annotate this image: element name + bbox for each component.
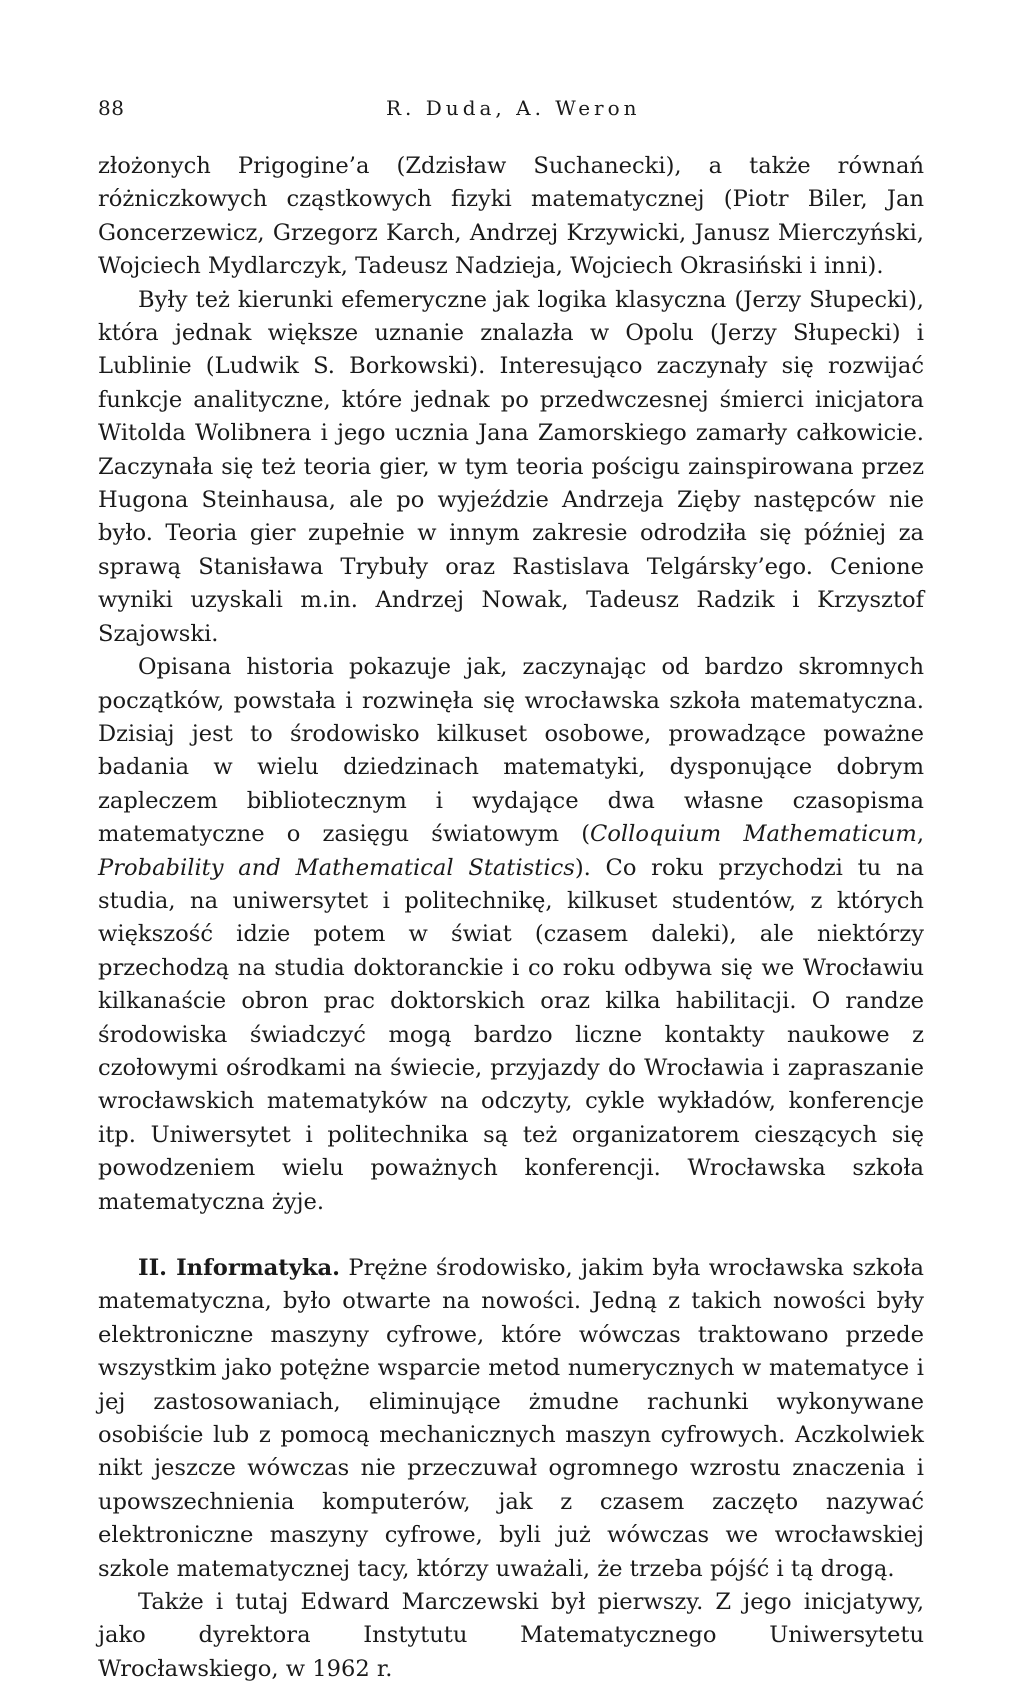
document-page xyxy=(98,90,924,1686)
page-number: 88 xyxy=(98,96,125,120)
paragraph-3-end: ). Co roku przychodzi tu na studia, na uniwersytet i politechnikę, kilkuset studentów, z których większość idzie potem w świat (czasem daleki), ale niektórzy przechodzą na studia doktoranckie i co roku odbywa się we Wrocławiu kilkanaście obron prac doktorskich oraz kilka habilitacji. O randze środowiska świadczyć mogą bardzo liczne kontakty naukowe z czołowymi ośrodkami na świecie, przyjazdy do Wrocławia i zapraszanie wrocławskich matematyków na odczyty, cykle wykładów, konferencje itp. Uniwersytet i politechnika są też organizatorem cieszących się powodzeniem wielu poważnych konferencji. Wrocławska szkoła matematyczna żyje. xyxy=(98,854,924,1215)
paragraph-1: złożonych Prigogine’a (Zdzisław Suchanecki), a także równań różniczkowych cząstkowych fizyki matematycznej (Piotr Biler, Jan Goncerzewicz, Grzegorz Karch, Andrzej Krzywicki, Janusz Mierczyński, Wojciech Mydlarczyk, Tadeusz Nadzieja, Wojciech Okrasiński i inni). xyxy=(98,153,924,280)
paragraph-3 xyxy=(98,651,924,1219)
paragraph-5: Także i tutaj Edward Marczewski był pierwszy. Z jego inicjatywy, jako dyrektora Instytutu Matematycznego Uniwersytetu Wrocławskiego, w 1962 r. xyxy=(98,1589,924,1682)
section-spacer xyxy=(98,1219,924,1252)
section-heading: II. Informatyka. xyxy=(138,1255,341,1281)
paragraph-4-text: Prężne środowisko, jakim była wrocławska szkoła matematyczna, było otwarte na nowości. Jedną z takich nowości były elektroniczne maszyny cyfrowe, które wówczas traktowano przede wszystkim jako potężne wsparcie metod numerycznych w matematyce i jej zastosowaniach, eliminujące żmudne rachunki wykonywane osobiście lub z pomocą mechanicznych maszyn cyfrowych. Aczkolwiek nikt jeszcze wówczas nie przeczuwał ogromnego wzrostu znaczenia i upowszechnienia komputerów, jak z czasem zaczęto nazywać elektroniczne maszyny cyfrowe, byli już wówczas we wrocławskiej szkole matematycznej tacy, którzy uważali, że trzeba pójść i tą drogą. xyxy=(98,1255,924,1582)
paragraph-3-start: Opisana historia pokazuje jak, zaczynając od bardzo skromnych początków, powstała i rozwinęła się wrocławska szkoła matematyczna. Dzisiaj jest to środowisko kilkuset osobowe, prowadzące poważne badania w wielu dziedzinach matematyki, dysponujące dobrym zapleczem bibliotecznym i wydające dwa własne czasopisma matematyczne o zasięgu światowym ( xyxy=(98,654,924,848)
running-header xyxy=(98,90,924,130)
header-authors: R. Duda, A. Weron xyxy=(386,96,641,120)
journal-separator: , xyxy=(916,821,924,848)
body-text xyxy=(98,150,924,1686)
journal-title-colloquium: Colloquium Mathematicum xyxy=(590,821,917,848)
journal-title-probability: Probability and Mathematical Statistics xyxy=(98,854,575,881)
paragraph-2: Były też kierunki efemeryczne jak logika klasyczna (Jerzy Słupecki), która jednak większe uznanie znalazła w Opolu (Jerzy Słupecki) i Lublinie (Ludwik S. Borkowski). Interesująco zaczynały się rozwijać funkcje analityczne, które jednak po przedwczesnej śmierci inicjatora Witolda Wolibnera i jego ucznia Jana Zamorskiego zamarły całkowicie. Zaczynała się też teoria gier, w tym teoria pościgu zainspirowana przez Hugona Steinhausa, ale po wyjeździe Andrzeja Zięby następców nie było. Teoria gier zupełnie w innym zakresie odrodziła się później za sprawą Stanisława Trybuły oraz Rastislava Telgársky’ego. Cenione wyniki uzyskali m.in. Andrzej Nowak, Tadeusz Radzik i Krzysztof Szajowski. xyxy=(98,286,924,647)
paragraph-4 xyxy=(98,1252,924,1586)
